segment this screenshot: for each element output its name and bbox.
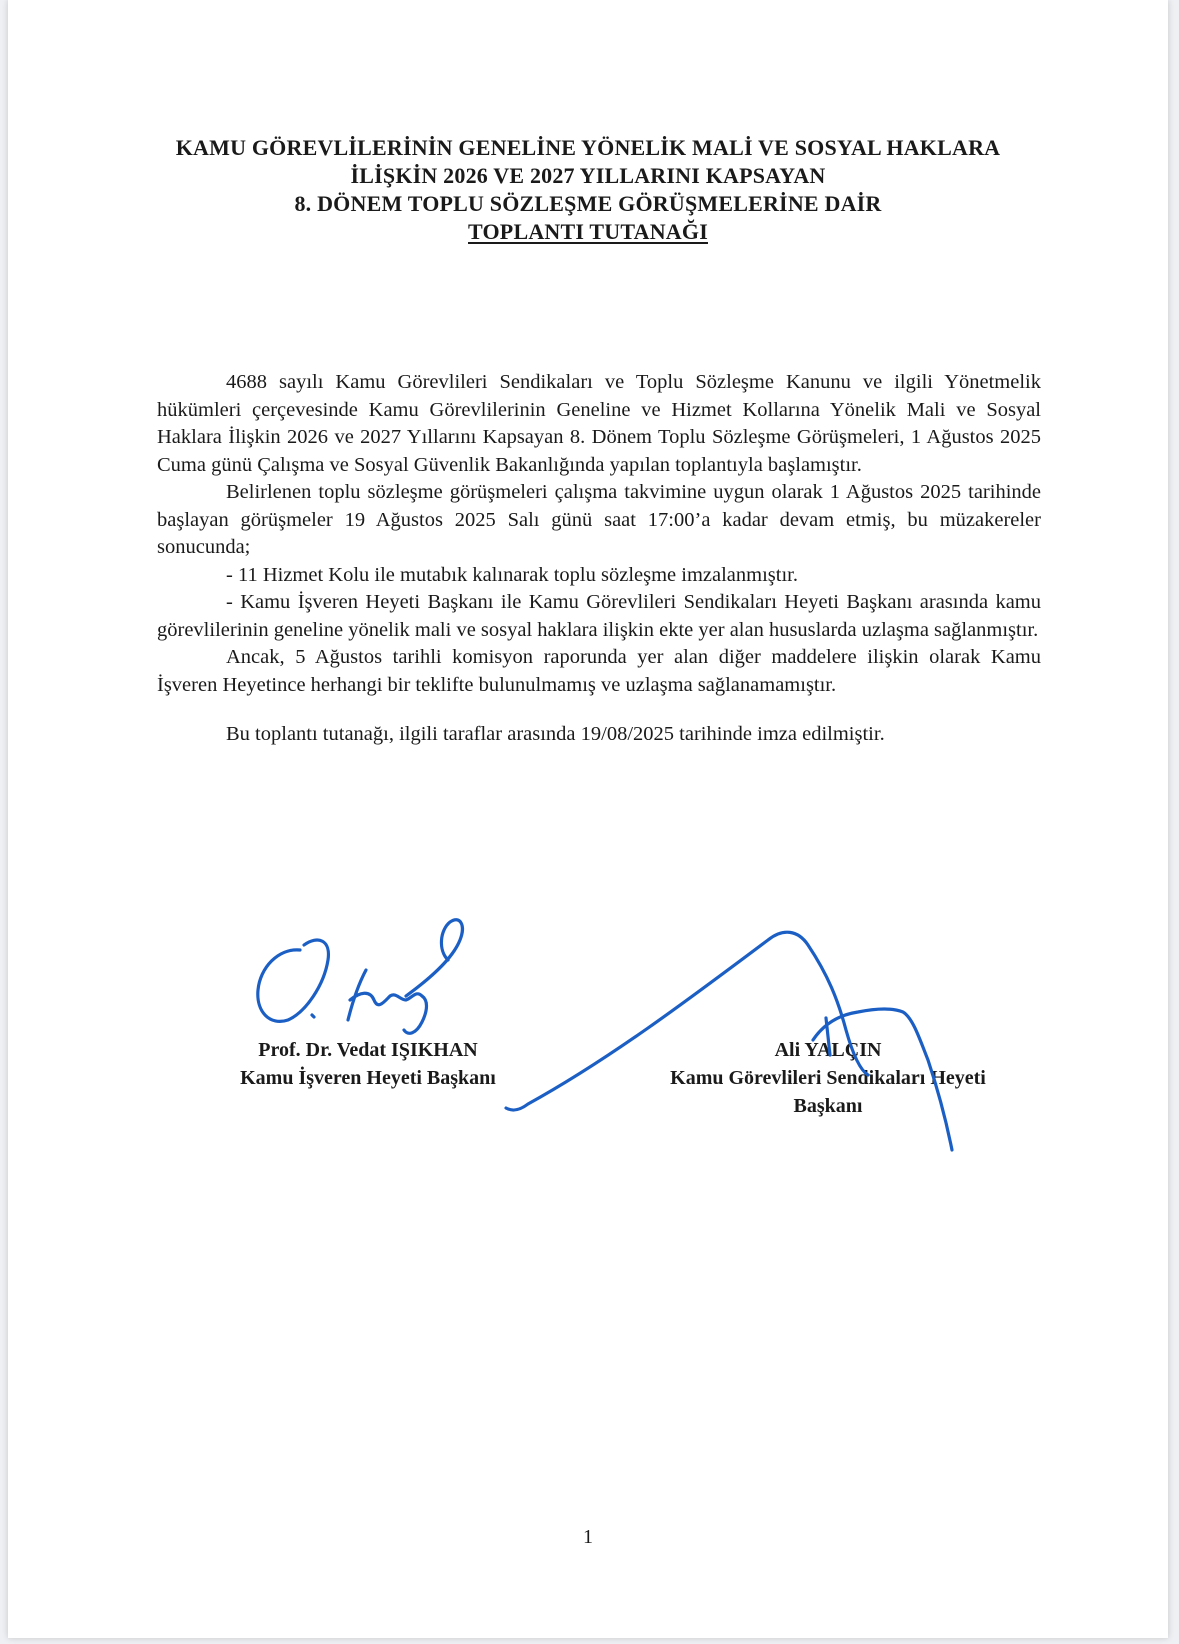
signatory-title-right-line1: Kamu Görevlileri Sendikaları Heyeti xyxy=(670,1067,986,1089)
paragraph-no-agreement: Ancak, 5 Ağustos tarihli komisyon raporunda yer alan diğer maddelere ilişkin olarak Kamu İşveren Heyetince herhangi bir teklifte bulunulmamış ve uzlaşma sağlanamamıştır. xyxy=(157,646,1041,696)
signatory-title-left: Kamu İşveren Heyeti Başkanı xyxy=(240,1067,496,1089)
handwritten-signature-left xyxy=(258,920,463,1034)
signature-block-left xyxy=(208,1036,528,1092)
paragraph-schedule: Belirlenen toplu sözleşme görüşmeleri çalışma takvimine uygun olarak 1 Ağustos 2025 tarihinde başlayan görüşmeler 19 Ağustos 2025 Salı günü saat 17:00’a kadar devam etmiş, bu müzakereler sonucunda; xyxy=(157,481,1041,558)
page-number: 1 xyxy=(583,1526,593,1548)
bullet-service-branches: - 11 Hizmet Kolu ile mutabık kalınarak toplu sözleşme imzalanmıştır. xyxy=(226,563,798,586)
title-line-1: KAMU GÖREVLİLERİNİN GENELİNE YÖNELİK MALİ VE SOSYAL HAKLARA xyxy=(175,135,1001,160)
signature-block-right xyxy=(628,1036,1028,1120)
document-page xyxy=(8,0,1168,1638)
signatory-name-right: Ali YALÇIN xyxy=(774,1039,882,1061)
closing-statement: Bu toplantı tutanağı, ilgili taraflar arasında 19/08/2025 tarihinde imza edilmiştir. xyxy=(226,723,885,745)
title-line-4: TOPLANTI TUTANAĞI xyxy=(468,219,708,244)
document-body xyxy=(157,369,1041,749)
paragraph-intro: 4688 sayılı Kamu Görevlileri Sendikaları ve Toplu Sözleşme Kanunu ve ilgili Yönetmelik hükümleri çerçevesinde Kamu Görevlilerinin Geneline ve Hizmet Kollarına Yönelik Mali ve Sosyal Haklara İlişkin 2026 ve 2027 Yıllarını Kapsayan 8. Dönem Toplu Sözleşme Görüşmeleri, 1 Ağustos 2025 Cuma günü Çalışma ve Sosyal Güvenlik Bakanlığında yapılan toplantıyla başlamıştır. xyxy=(157,371,1041,476)
bullet-agreement: - Kamu İşveren Heyeti Başkanı ile Kamu Görevlileri Sendikaları Heyeti Başkanı arasında kamu görevlilerinin geneline yönelik mali ve sosyal haklara ilişkin ekte yer alan hususlarda uzlaşma sağlanmıştır. xyxy=(157,591,1041,641)
document-title xyxy=(8,134,1168,246)
signatory-name-left: Prof. Dr. Vedat IŞIKHAN xyxy=(258,1039,478,1061)
signatory-title-right-line2: Başkanı xyxy=(793,1095,863,1117)
title-line-3: 8. DÖNEM TOPLU SÖZLEŞME GÖRÜŞMELERİNE DAİR xyxy=(294,191,882,216)
title-line-2: İLİŞKİN 2026 VE 2027 YILLARINI KAPSAYAN xyxy=(350,163,826,188)
